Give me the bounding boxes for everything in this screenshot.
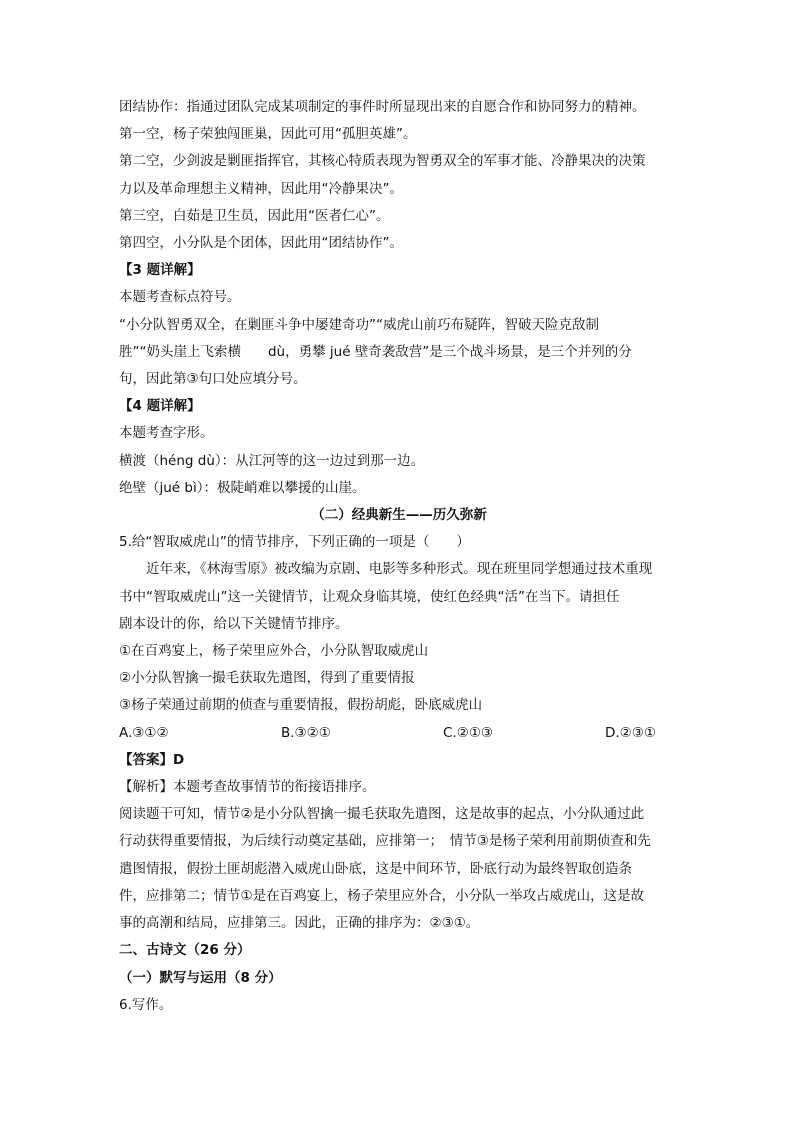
definition-unity: 团结协作：指通过团队完成某项制定的事件时所显现出来的自愿合作和协同努力的精神。 [119,99,646,115]
q3-text-2: 胜”“奶头崖上飞索横 dù，勇攀 jué 壁奇袭敌营”是三个战斗场景，是三个并列的分 [119,343,632,360]
analysis-3: 遣图情报，假扮土匪胡彪潜入威虎山卧底，这是中间环节，卧底行动为最终智取创造条 [119,860,632,877]
q3-heading: 【3 题详解】 [119,262,201,279]
q4-heading: 【4 题详解】 [119,398,201,415]
option-b: B.③②① [281,724,331,741]
option-a: A.③①② [119,724,169,741]
section-title: （二）经典新生——历久弥新 [311,507,487,524]
q3-text-1: “小分队智勇双全，在剿匪斗争中屡建奇功”“威虎山前巧布疑阵，智破天险克敌制 [119,316,599,333]
document-page [119,94,679,1019]
part-2-title: 二、古诗文（26 分） [119,942,251,959]
q3-text-3: 句，因此第③句口处应填分号。 [119,371,307,388]
q5-stem: 5.给“智取威虎山”的情节排序，下列正确的一项是（ ） [119,534,470,551]
q3-topic: 本题考查标点符号。 [119,289,241,306]
analysis-heading: 【解析】本题考查故事情节的衔接语排序。 [119,779,376,796]
q5-passage-1: 近年来，《林海雪原》被改编为京剧、电影等多种形式。现在班里同学想通过技术重现 [146,561,653,578]
q5-passage-3: 剧本设计的你，给以下关键情节排序。 [119,615,349,632]
q4-topic: 本题考查字形。 [119,425,214,442]
blank-2-explanation-cont: 力以及革命理想主义精神，因此用“冷静果决”。 [119,180,403,197]
subsection-title: （一）默写与运用（8 分） [119,969,282,986]
blank-4-explanation: 第四空，小分队是个团体，因此用“团结协作”。 [119,235,403,252]
plot-3: ③杨子荣通过前期的侦查与重要情报，假扮胡彪，卧底威虎山 [119,697,483,714]
blank-1-explanation: 第一空，杨子荣独闯匪巢，因此可用“孤胆英雄”。 [119,126,417,143]
option-c: C.②①③ [443,724,494,741]
blank-2-explanation: 第二空，少剑波是剿匪指挥官，其核心特质表现为智勇双全的军事才能、冷静果决的决策 [119,153,646,170]
analysis-2: 行动获得重要情报，为后续行动奠定基础，应排第一； 情节③是杨子荣利用前期侦查和先 [119,833,651,850]
analysis-4: 件，应排第二；情节①是在百鸡宴上，杨子荣里应外合，小分队一举攻占威虎山，这是故 [119,887,645,904]
q6-stem: 6.写作。 [119,996,173,1013]
option-d: D.②③① [605,724,656,741]
analysis-1: 阅读题干可知，情节②是小分队智擒一撮毛获取先遣图，这是故事的起点，小分队通过此 [119,806,645,823]
q5-options [119,720,679,747]
q5-passage-2: 书中“智取威虎山”这一关键情节，让观众身临其境，使红色经典“活”在当下。请担任 [119,588,620,605]
q4-word-2: 绝壁（jué bì）：极陡峭难以攀援的山崖。 [119,479,366,496]
analysis-5: 事的高潮和结局，应排第三。因此，正确的排序为：②③①。 [119,915,480,932]
q4-word-1: 横渡（héng dù）：从江河等的这一边过到那一边。 [119,452,425,469]
blank-3-explanation: 第三空，白茹是卫生员，因此用“医者仁心”。 [119,207,390,224]
plot-1: ①在百鸡宴上，杨子荣里应外合，小分队智取威虎山 [119,643,429,660]
plot-2: ②小分队智擒一撮毛获取先遣图，得到了重要情报 [119,670,415,687]
answer: 【答案】D [119,751,185,768]
